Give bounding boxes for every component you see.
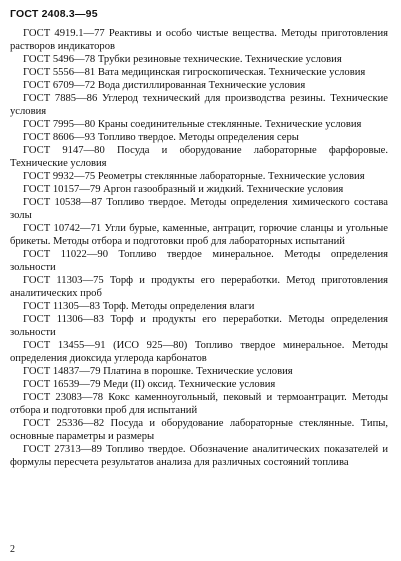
reference-item: ГОСТ 27313—89 Топливо твердое. Обозначение аналитических показателей и формулы пересчета результатов анализа для различных состояний топлива	[10, 444, 388, 468]
reference-item: ГОСТ 10742—71 Угли бурые, каменные, антрацит, горючие сланцы и угольные брикеты. Методы отбора и подготовки проб для лабораторных испытаний	[10, 223, 388, 247]
normative-references-list	[10, 27, 388, 469]
reference-item: ГОСТ 25336—82 Посуда и оборудование лабораторные стеклянные. Типы, основные параметры и размеры	[10, 418, 388, 442]
page-number: 2	[10, 544, 15, 555]
reference-item: ГОСТ 11303—75 Торф и продукты его переработки. Метод приготовления аналитических проб	[10, 275, 388, 299]
reference-item: ГОСТ 6709—72 Вода дистиллированная Технические условия	[23, 80, 306, 91]
reference-item: ГОСТ 23083—78 Кокс каменноугольный, пековый и термоантрацит. Методы отбора и подготовки проб для испытаний	[10, 392, 388, 416]
reference-item: ГОСТ 13455—91 (ИСО 925—80) Топливо твердое минеральное. Методы определения диоксида углерода карбонатов	[10, 340, 388, 364]
reference-item: ГОСТ 16539—79 Меди (II) оксид. Технические условия	[23, 379, 276, 390]
reference-item: ГОСТ 11305—83 Торф. Методы определения влаги	[23, 301, 255, 312]
reference-item: ГОСТ 5496—78 Трубки резиновые технические. Технические условия	[23, 54, 342, 65]
reference-item: ГОСТ 9932—75 Реометры стеклянные лабораторные. Технические условия	[23, 171, 365, 182]
reference-item: ГОСТ 11022—90 Топливо твердое минеральное. Методы определения зольности	[10, 249, 388, 273]
reference-item: ГОСТ 7885—86 Углерод технический для производства резины. Технические условия	[10, 93, 388, 117]
reference-item: ГОСТ 11306—83 Торф и продукты его переработки. Методы определения зольности	[10, 314, 388, 338]
reference-item: ГОСТ 9147—80 Посуда и оборудование лабораторные фарфоровые. Технические условия	[10, 145, 388, 169]
reference-item: ГОСТ 14837—79 Платина в порошке. Технические условия	[23, 366, 293, 377]
reference-item: ГОСТ 10538—87 Топливо твердое. Методы определения химического состава золы	[10, 197, 388, 221]
reference-item: ГОСТ 7995—80 Краны соединительные стеклянные. Технические условия	[23, 119, 362, 130]
page-header-standard-number: ГОСТ 2408.3—95	[10, 8, 98, 20]
reference-item: ГОСТ 10157—79 Аргон газообразный и жидкий. Технические условия	[23, 184, 344, 195]
reference-item: ГОСТ 8606—93 Топливо твердое. Методы определения серы	[23, 132, 299, 143]
reference-item: ГОСТ 4919.1—77 Реактивы и особо чистые вещества. Методы приготовления растворов индикаторов	[10, 28, 388, 52]
reference-item: ГОСТ 5556—81 Вата медицинская гигроскопическая. Технические условия	[23, 67, 366, 78]
